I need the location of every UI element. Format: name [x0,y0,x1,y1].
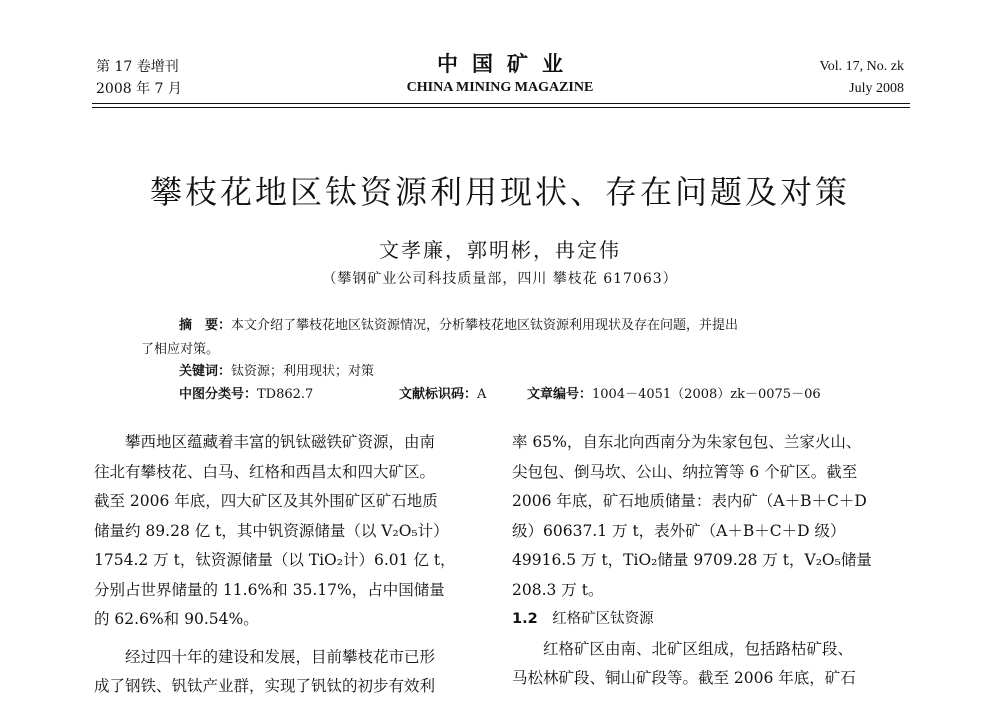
issue-en: Vol. 17, No. zk [819,59,904,74]
body-line: 储量约 89.28 亿 t，其中钒资源储量（以 V₂O₅计） [94,521,449,540]
header-rule-thin [92,107,910,108]
body-line: 攀西地区蕴藏着丰富的钒钛磁铁矿资源，由南 [94,433,436,451]
body-line: 往北有攀枝花、白马、红格和西昌太和四大矿区。 [94,462,436,481]
issue-cn: 第 17 卷增刊 [96,59,179,75]
body-line: 红格矿区由南、北矿区组成，包括路枯矿段、 [512,639,854,658]
body-line: 截至 2006 年底，四大矿区及其外围矿区矿石地质 [94,492,438,510]
body-line: 的 62.6%和 90.54%。 [94,610,259,628]
section-number: 1.2 [512,611,538,627]
clc-value: TD862.7 [257,387,314,402]
section-title: 红格矿区钛资源 [552,611,654,627]
body-line: 经过四十年的建设和发展，目前攀枝花市已形 [94,647,436,666]
classification-line [179,385,821,405]
abstract-line-1 [179,316,738,336]
keywords-line [179,362,374,382]
article-number-label: 文章编号： [527,387,593,402]
paragraph-gap [94,635,484,643]
header-issue-cn-block [96,56,182,100]
body-line: 成了钢铁、钒钛产业群，实现了钒钛的初步有效利 [94,677,436,695]
header-issue-en-block [819,56,904,100]
doc-code-segment [399,385,486,405]
date-cn: 2008 年 7 月 [96,81,182,97]
journal-name-en: CHINA MINING MAGAZINE [406,80,594,95]
body-line: 马松林矿段、铜山矿段等。截至 2006 年底，矿石 [512,669,856,687]
article-number-segment [527,385,821,405]
clc-segment [179,385,313,405]
body-line: 率 65%，自东北向西南分为朱家包包、兰家火山、 [512,433,862,451]
journal-name-cn: 中国矿业 [437,51,577,76]
abstract-line-2 [141,340,219,360]
body-column-right [512,428,902,694]
section-heading [512,605,902,635]
body-line: 1754.2 万 t，钛资源储量（以 TiO₂计）6.01 亿 t， [94,551,456,569]
body-line: 尖包包、倒马坎、公山、纳拉箐等 6 个矿区。截至 [512,462,858,481]
article-number-value: 1004－4051（2008）zk－0075－06 [592,387,821,402]
body-line: 49916.5 万 t，TiO₂储量 9709.28 万 t，V₂O₅储量 [512,551,872,569]
keywords-text: 钛资源；利用现状；对策 [231,364,375,379]
doc-code-label: 文献标识码： [399,387,478,402]
abstract-text-2: 了相应对策。 [141,342,220,357]
keywords-label: 关键词： [179,364,232,379]
body-line: 208.3 万 t。 [512,580,604,599]
abstract-label: 摘 要： [179,318,232,333]
body-line: 分别占世界储量的 11.6%和 35.17%，占中国储量 [94,580,445,599]
doc-code-value: A [477,387,487,402]
journal-masthead [380,50,620,98]
paper-authors: 文孝廉，郭明彬，冉定伟 [379,238,621,262]
abstract-text-1: 本文介绍了攀枝花地区钛资源情况，分析攀枝花地区钛资源利用现状及存在问题，并提出 [231,318,739,333]
body-column-left [94,428,484,702]
header-rule-thick [92,103,910,104]
paper-affiliation: （攀钢矿业公司科技质量部，四川 攀枝花 617063） [322,271,678,287]
paper-title: 攀枝花地区钛资源利用现状、存在问题及对策 [149,173,850,211]
body-line: 级）60637.1 万 t，表外矿（A＋B＋C＋D 级） [512,521,846,540]
body-line: 2006 年底，矿石地质储量：表内矿（A＋B＋C＋D [512,492,867,510]
clc-label: 中图分类号： [179,387,258,402]
date-en: July 2008 [849,81,904,96]
